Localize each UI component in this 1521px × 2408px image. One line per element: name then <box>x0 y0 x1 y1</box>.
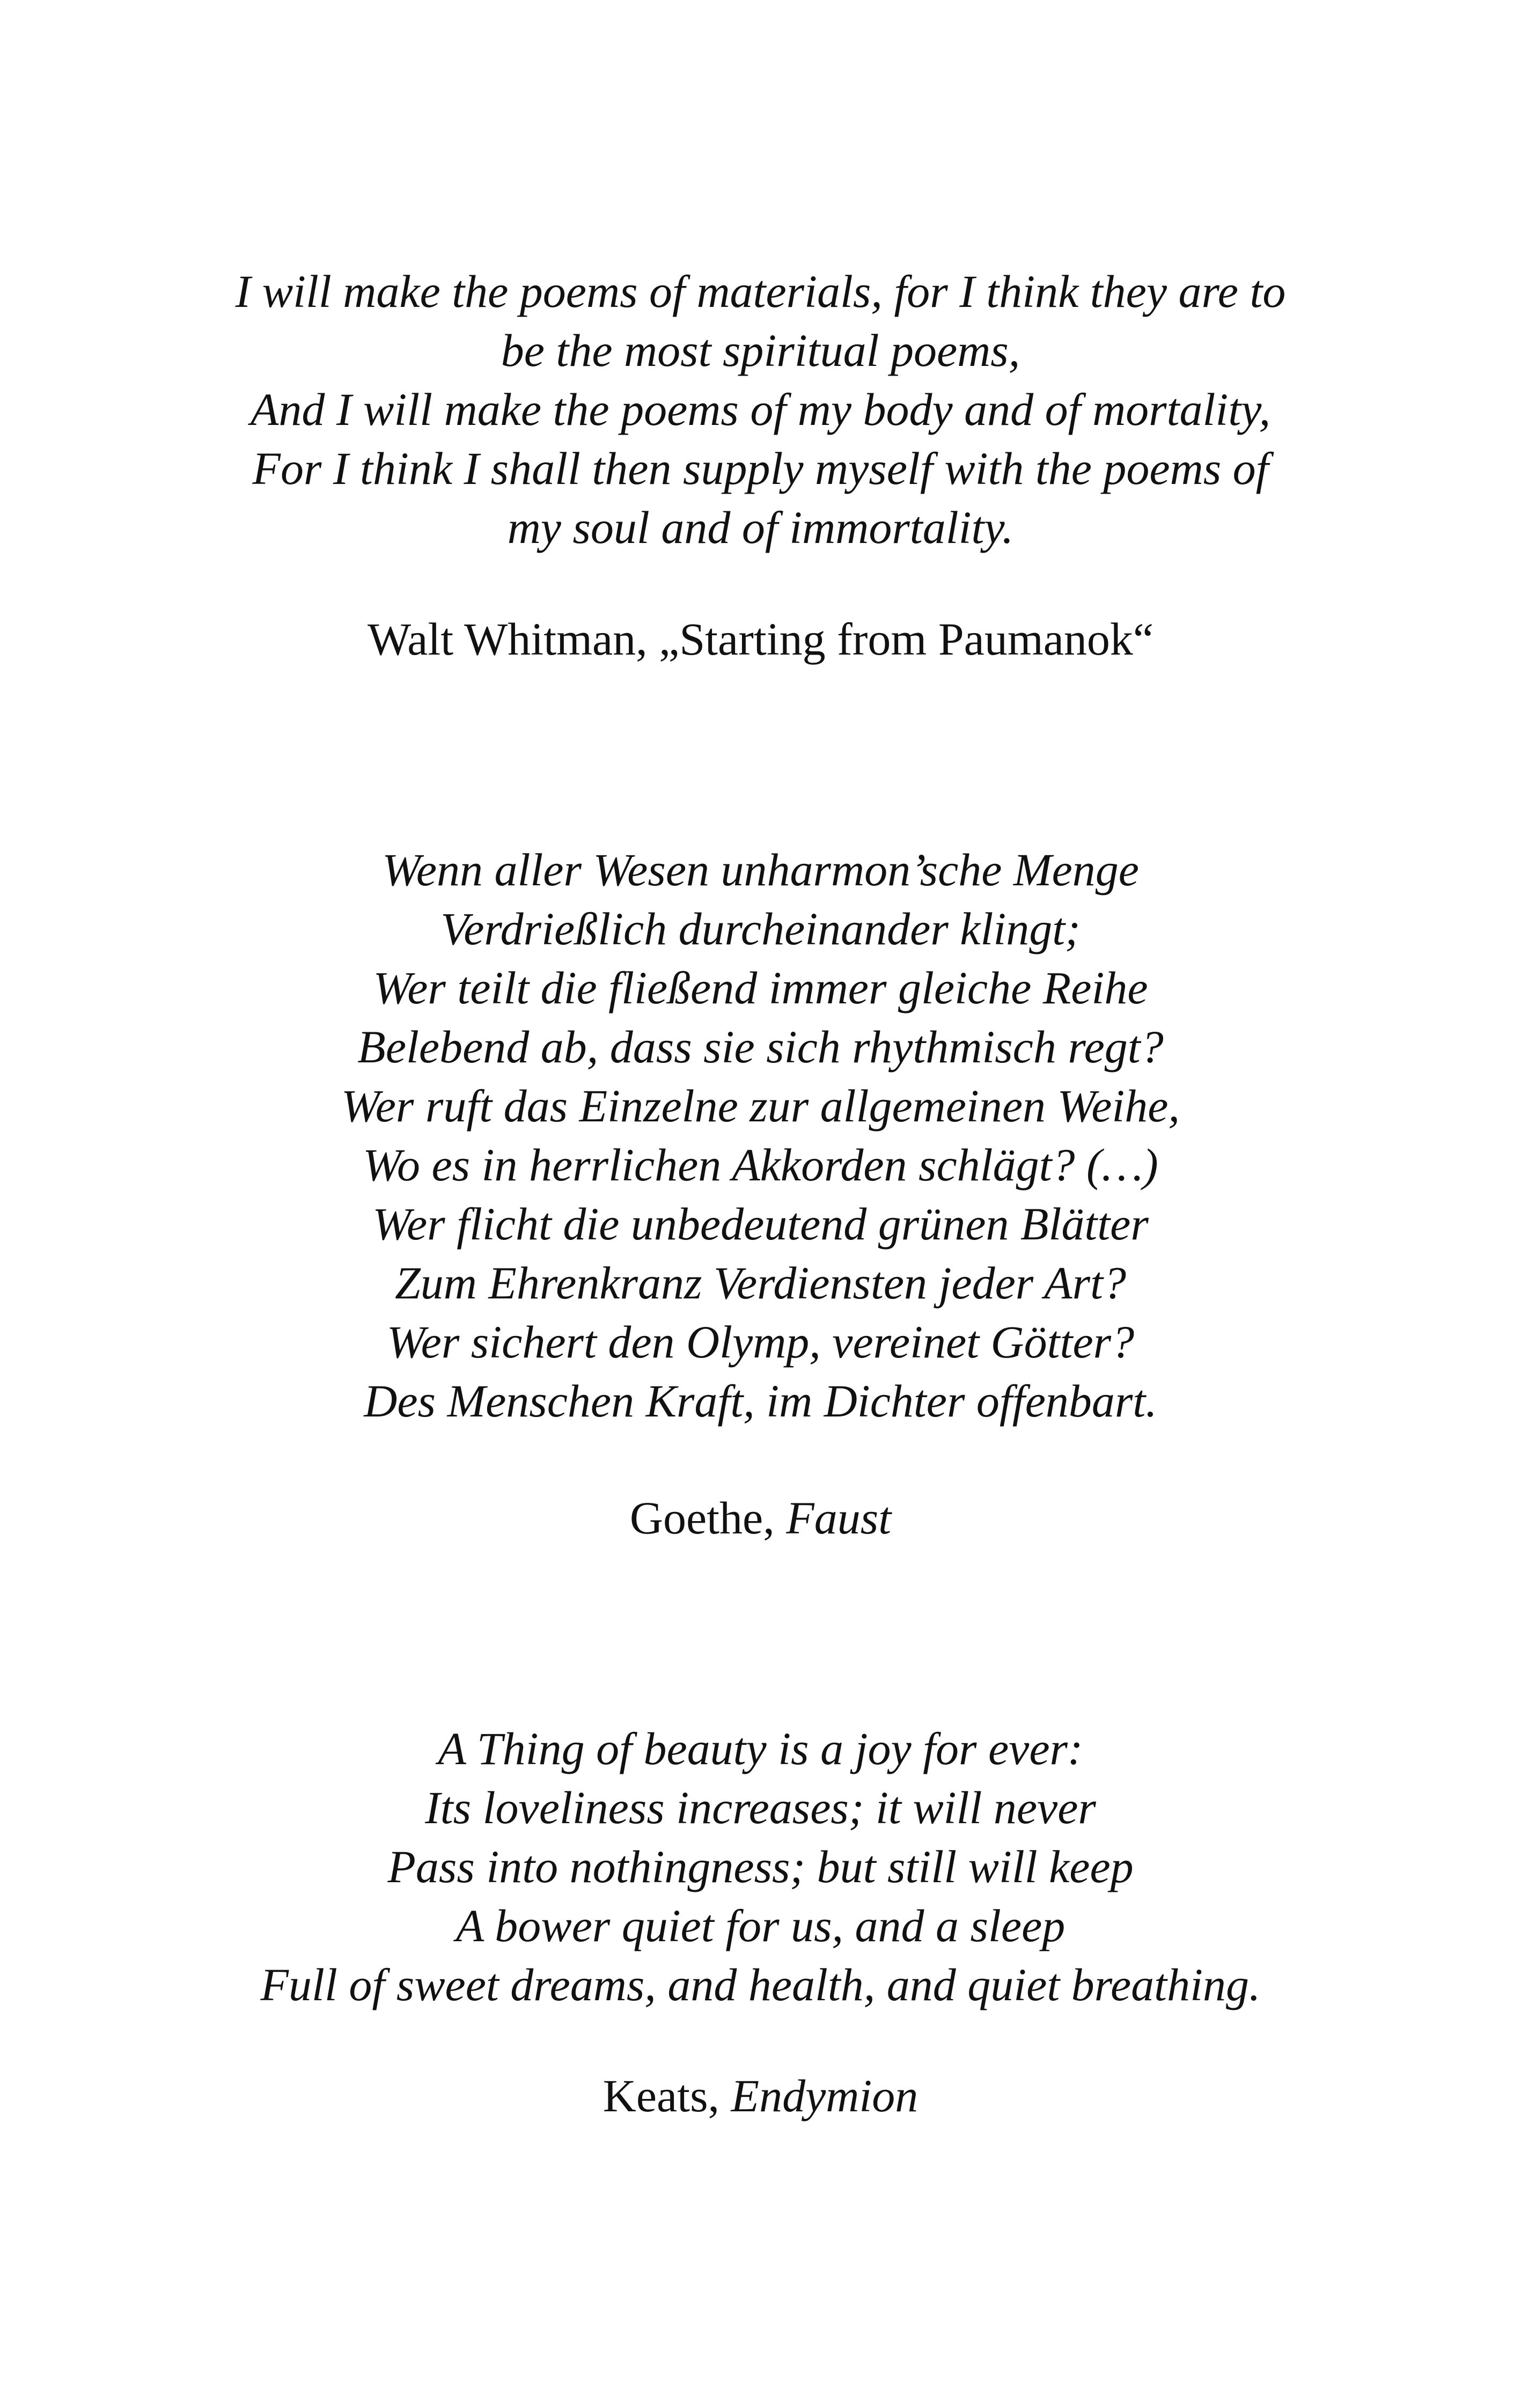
poem-line: For I think I shall then supply myself with the poems of <box>252 443 1269 494</box>
goethe-attribution <box>0 1488 1521 1547</box>
poem-line: I will make the poems of materials, for I think they are to <box>235 266 1286 317</box>
author-name: Goethe, <box>629 1492 787 1544</box>
poem-line: Wenn aller Wesen unharmon’sche Menge <box>382 844 1139 895</box>
poem-line: Full of sweet dreams, and health, and quiet breathing. <box>260 1959 1261 2010</box>
work-title: Endymion <box>731 2070 919 2121</box>
goethe-epigraph <box>0 840 1521 1430</box>
work-title: „Starting from Paumanok“ <box>659 613 1154 665</box>
poem-line: be the most spiritual poems, <box>501 325 1020 376</box>
poem-line: Wer sichert den Olymp, vereinet Götter? <box>386 1316 1135 1368</box>
poem-line: And I will make the poems of my body and of mortality, <box>250 384 1271 435</box>
poem-line: Wo es in herrlichen Akkorden schlägt? (…) <box>363 1139 1158 1191</box>
poem-line: Its loveliness increases; it will never <box>425 1782 1096 1833</box>
poem-line: Pass into nothingness; but still will keep <box>387 1841 1134 1892</box>
poem-line: Wer ruft das Einzelne zur allgemeinen Weihe, <box>341 1080 1180 1132</box>
poem-line: Belebend ab, dass sie sich rhythmisch regt? <box>357 1021 1164 1073</box>
poem-line: Wer teilt die fließend immer gleiche Reihe <box>373 962 1148 1014</box>
work-title: Faust <box>786 1492 892 1544</box>
poem-line: A bower quiet for us, and a sleep <box>455 1900 1066 1951</box>
poem-line: Zum Ehrenkranz Verdiensten jeder Art? <box>394 1257 1127 1309</box>
author-name: Keats, <box>602 2070 731 2121</box>
author-name: Walt Whitman, <box>367 613 659 665</box>
poem-line: Wer flicht die unbedeutend grünen Blätter <box>372 1198 1149 1250</box>
poem-line: Verdrießlich durcheinander klingt; <box>440 903 1081 955</box>
poem-line: Des Menschen Kraft, im Dichter offenbart. <box>364 1375 1157 1427</box>
whitman-attribution <box>0 610 1521 669</box>
keats-attribution <box>0 2066 1521 2125</box>
poem-line: my soul and of immortality. <box>507 502 1014 553</box>
whitman-epigraph <box>0 262 1521 557</box>
keats-epigraph <box>0 1719 1521 2014</box>
poem-line: A Thing of beauty is a joy for ever: <box>438 1723 1083 1774</box>
